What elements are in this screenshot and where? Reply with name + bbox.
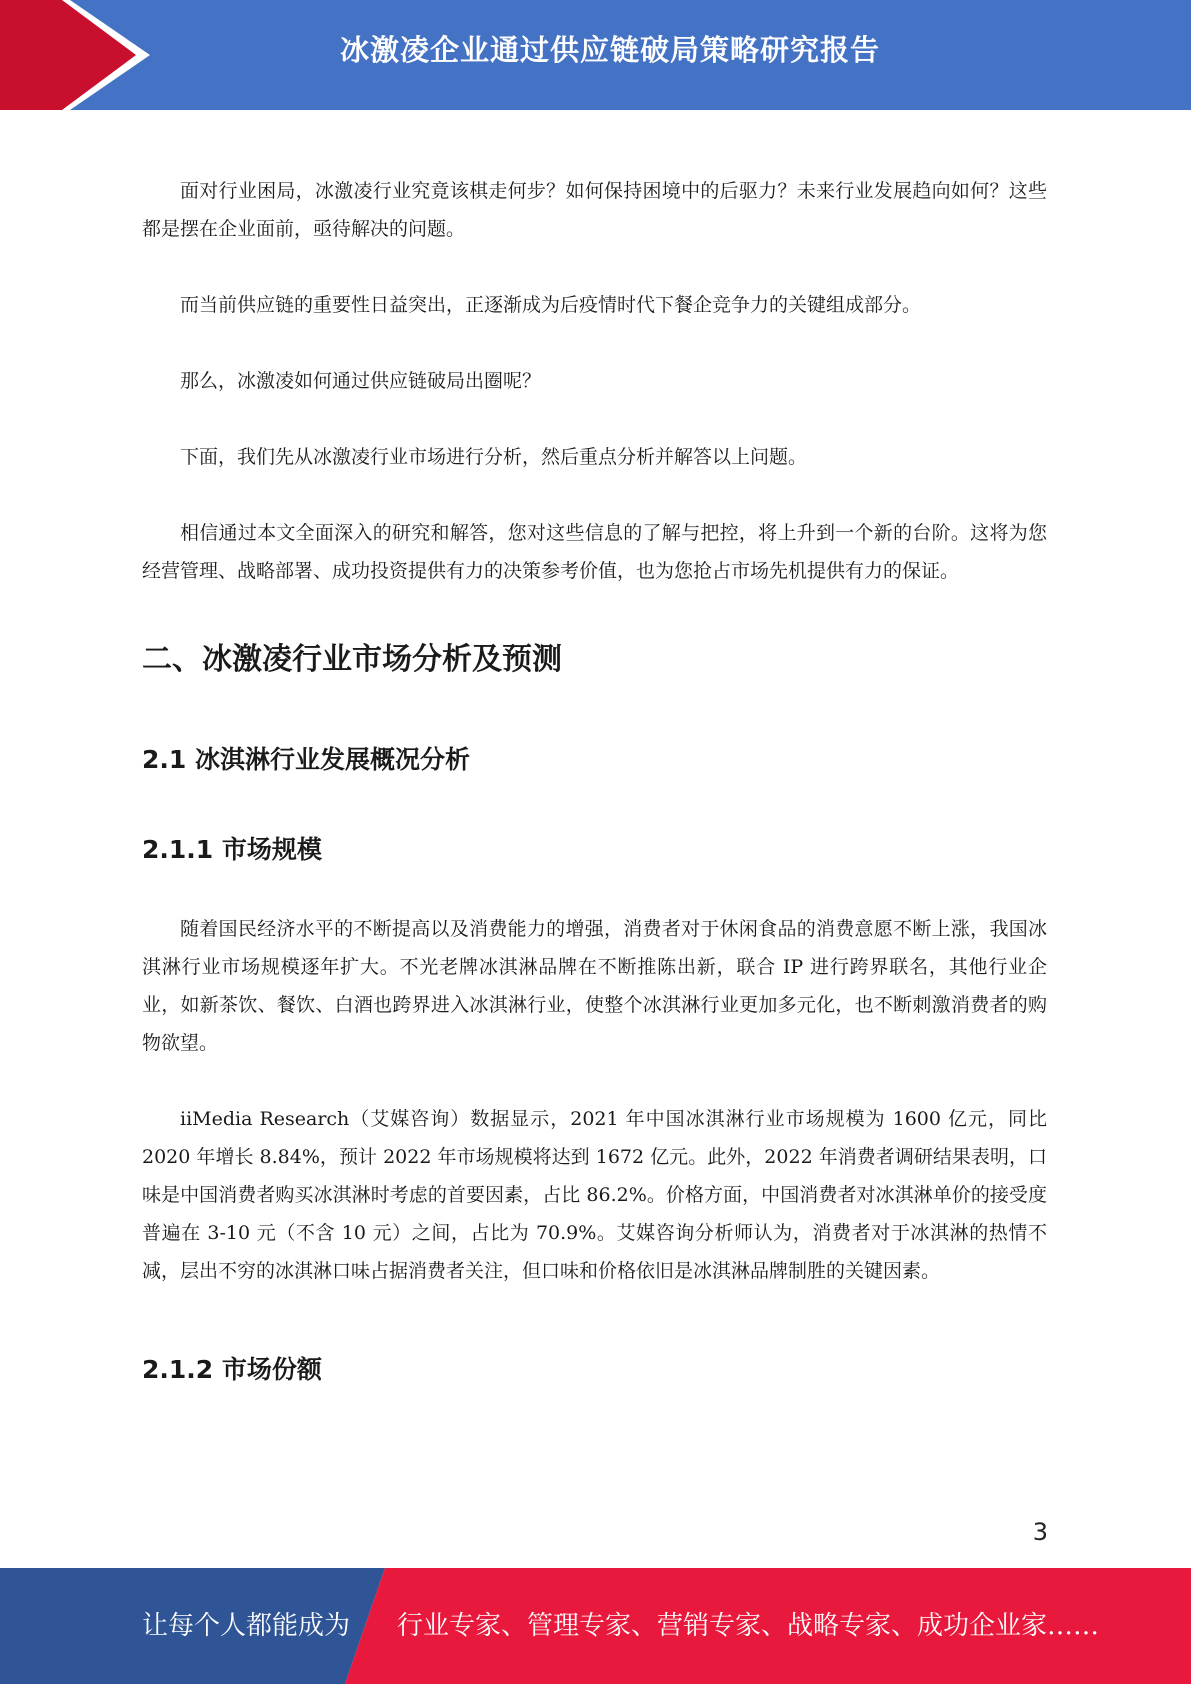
section-heading-2: 二、冰激凌行业市场分析及预测 <box>142 642 562 677</box>
paragraph-intro: 面对行业困局，冰激凌行业究竟该棋走何步？如何保持困境中的后驱力？未来行业发展趋向如何？这些都是摆在企业面前，亟待解决的问题。 <box>142 180 1047 240</box>
paragraph-imedia-data: iiMedia Research（艾媒咨询）数据显示，2021 年中国冰淇淋行业市场规模为 1600 亿元，同比 2020 年增长 8.84%，预计 2022 年市场规模将达到 1672 亿元。此外，2022 年消费者调研结果表明，口味是中国消费者购买冰淇淋时考虑的首要因素，占比 86.2%。价格方面，中国消费者对冰淇淋单价的接受度普遍在 3-10 元（不含 10 元）之间，占比为 70.9%。艾媒咨询分析师认为，消费者对于冰淇淋的热情不减，层出不穷的冰淇淋口味占据消费者关注，但口味和价格依旧是冰淇淋品牌制胜的关键因素。 <box>142 1108 1047 1282</box>
paragraph-value: 相信通过本文全面深入的研究和解答，您对这些信息的了解与把控，将上升到一个新的台阶。这将为您经营管理、战略部署、成功投资提供有力的决策参考价值，也为您抢占市场先机提供有力的保证。 <box>142 522 1047 582</box>
page-number: 3 <box>1032 1518 1048 1546</box>
page-content <box>142 172 1047 1388</box>
subsection-heading-2-1-1: 2.1.1 市场规模 <box>142 835 322 864</box>
report-footer-banner <box>0 1568 1191 1684</box>
red-arrow-graphic <box>0 0 150 110</box>
paragraph-supply-chain: 而当前供应链的重要性日益突出，正逐渐成为后疫情时代下餐企竞争力的关键组成部分。 <box>180 294 922 316</box>
footer-slogan-left: 让每个人都能成为 <box>142 1611 351 1641</box>
report-title: 冰激凌企业通过供应链破局策略研究报告 <box>339 33 880 67</box>
report-header-bar <box>0 0 1191 110</box>
paragraph-market-size: 随着国民经济水平的不断提高以及消费能力的增强，消费者对于休闲食品的消费意愿不断上涨，我国冰淇淋行业市场规模逐年扩大。不光老牌冰淇淋品牌在不断推陈出新，联合 IP 进行跨界联名，其他行业企业，如新茶饮、餐饮、白酒也跨界进入冰淇淋行业，使整个冰淇淋行业更加多元化，也不断刺激消费者的购物欲望。 <box>142 918 1047 1054</box>
subsection-heading-2-1: 2.1 冰淇淋行业发展概况分析 <box>142 745 470 774</box>
paragraph-question: 那么，冰激凌如何通过供应链破局出圈呢？ <box>180 370 542 392</box>
subsection-heading-2-1-2: 2.1.2 市场份额 <box>142 1355 322 1384</box>
footer-slogan-right: 行业专家、管理专家、营销专家、战略专家、成功企业家…… <box>397 1611 1100 1641</box>
paragraph-plan: 下面，我们先从冰激凌行业市场进行分析，然后重点分析并解答以上问题。 <box>180 446 808 468</box>
